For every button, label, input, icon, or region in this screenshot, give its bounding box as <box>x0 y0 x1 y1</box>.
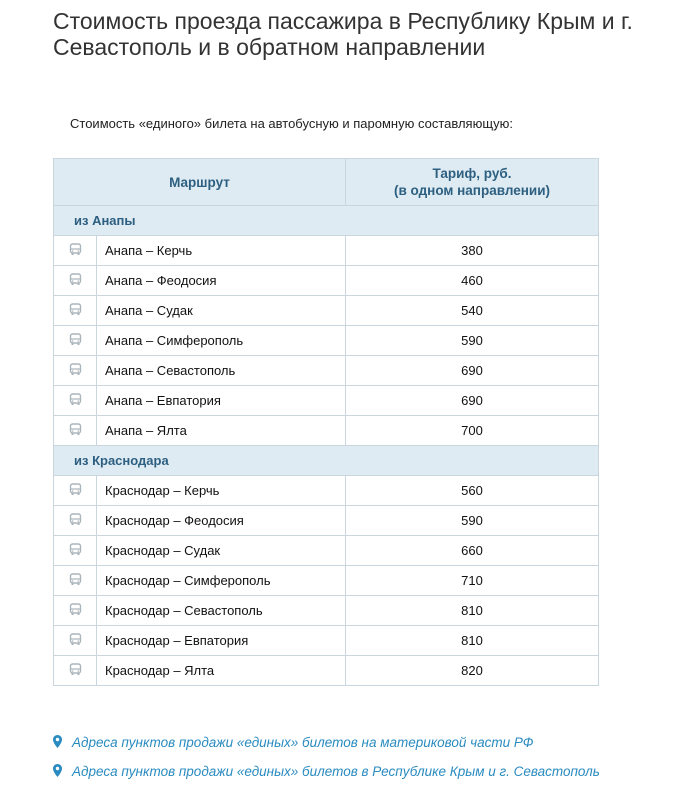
price-cell: 820 <box>346 656 599 686</box>
table-row <box>54 236 599 266</box>
bus-icon <box>69 423 82 439</box>
table-row <box>54 296 599 326</box>
table-row <box>54 386 599 416</box>
bus-icon-cell <box>54 236 97 266</box>
route-cell: Анапа – Ялта <box>97 416 346 446</box>
route-cell: Анапа – Керчь <box>97 236 346 266</box>
section-row <box>54 206 599 236</box>
table-row <box>54 566 599 596</box>
bus-icon-cell <box>54 596 97 626</box>
section-row <box>54 446 599 476</box>
fare-table <box>53 158 599 686</box>
route-cell: Краснодар – Судак <box>97 536 346 566</box>
price-cell: 810 <box>346 626 599 656</box>
price-cell: 380 <box>346 236 599 266</box>
bus-icon <box>69 573 82 589</box>
table-row <box>54 266 599 296</box>
bus-icon <box>69 543 82 559</box>
bus-icon <box>69 333 82 349</box>
map-pin-icon <box>53 735 62 751</box>
price-cell: 560 <box>346 476 599 506</box>
route-cell: Анапа – Севастополь <box>97 356 346 386</box>
bus-icon-cell <box>54 506 97 536</box>
price-cell: 590 <box>346 326 599 356</box>
route-cell: Анапа – Феодосия <box>97 266 346 296</box>
page-title: Стоимость проезда пассажира в Республику Крым и г. Севастополь и в обратном направлении <box>53 8 633 60</box>
bus-icon <box>69 483 82 499</box>
bus-icon-cell <box>54 296 97 326</box>
table-row <box>54 356 599 386</box>
header-tariff-line2: (в одном направлении) <box>394 183 550 198</box>
route-cell: Анапа – Евпатория <box>97 386 346 416</box>
price-cell: 710 <box>346 566 599 596</box>
price-cell: 590 <box>346 506 599 536</box>
route-cell: Краснодар – Ялта <box>97 656 346 686</box>
price-cell: 700 <box>346 416 599 446</box>
table-row <box>54 656 599 686</box>
route-cell: Краснодар – Керчь <box>97 476 346 506</box>
bus-icon-cell <box>54 566 97 596</box>
table-row <box>54 596 599 626</box>
bus-icon <box>69 273 82 289</box>
table-caption: Стоимость «единого» билета на автобусную и паромную составляющую: <box>70 116 514 131</box>
bus-icon-cell <box>54 416 97 446</box>
price-cell: 460 <box>346 266 599 296</box>
table-row <box>54 416 599 446</box>
bus-icon <box>69 243 82 259</box>
header-route: Маршрут <box>54 159 346 206</box>
price-cell: 810 <box>346 596 599 626</box>
section-label: из Анапы <box>54 206 599 236</box>
bus-icon-cell <box>54 476 97 506</box>
link-crimea[interactable] <box>53 762 601 782</box>
header-tariff-line1: Тариф, руб. <box>432 166 512 181</box>
section-label: из Краснодара <box>54 446 599 476</box>
bus-icon-cell <box>54 356 97 386</box>
map-pin-icon <box>53 763 62 782</box>
bus-icon <box>69 513 82 529</box>
bus-icon-cell <box>54 326 97 356</box>
price-cell: 690 <box>346 386 599 416</box>
bus-icon-cell <box>54 266 97 296</box>
link-crimea-text[interactable]: Адреса пунктов продажи «единых» билетов в Республике Крым и г. Севастополь <box>72 764 600 779</box>
route-cell: Краснодар – Феодосия <box>97 506 346 536</box>
link-mainland[interactable] <box>53 735 533 751</box>
header-tariff <box>346 159 599 206</box>
table-header-row <box>54 159 599 206</box>
route-cell: Краснодар – Евпатория <box>97 626 346 656</box>
bus-icon-cell <box>54 536 97 566</box>
link-mainland-text[interactable]: Адреса пунктов продажи «единых» билетов на материковой части РФ <box>72 735 534 750</box>
route-cell: Анапа – Судак <box>97 296 346 326</box>
route-cell: Краснодар – Севастополь <box>97 596 346 626</box>
bus-icon <box>69 663 82 679</box>
bus-icon-cell <box>54 626 97 656</box>
route-cell: Анапа – Симферополь <box>97 326 346 356</box>
bus-icon <box>69 603 82 619</box>
bus-icon-cell <box>54 656 97 686</box>
table-row <box>54 536 599 566</box>
route-cell: Краснодар – Симферополь <box>97 566 346 596</box>
price-cell: 540 <box>346 296 599 326</box>
bus-icon-cell <box>54 386 97 416</box>
bus-icon <box>69 303 82 319</box>
price-cell: 690 <box>346 356 599 386</box>
table-row <box>54 326 599 356</box>
table-row <box>54 476 599 506</box>
bus-icon <box>69 633 82 649</box>
table-row <box>54 506 599 536</box>
price-cell: 660 <box>346 536 599 566</box>
table-row <box>54 626 599 656</box>
bus-icon <box>69 363 82 379</box>
bus-icon <box>69 393 82 409</box>
